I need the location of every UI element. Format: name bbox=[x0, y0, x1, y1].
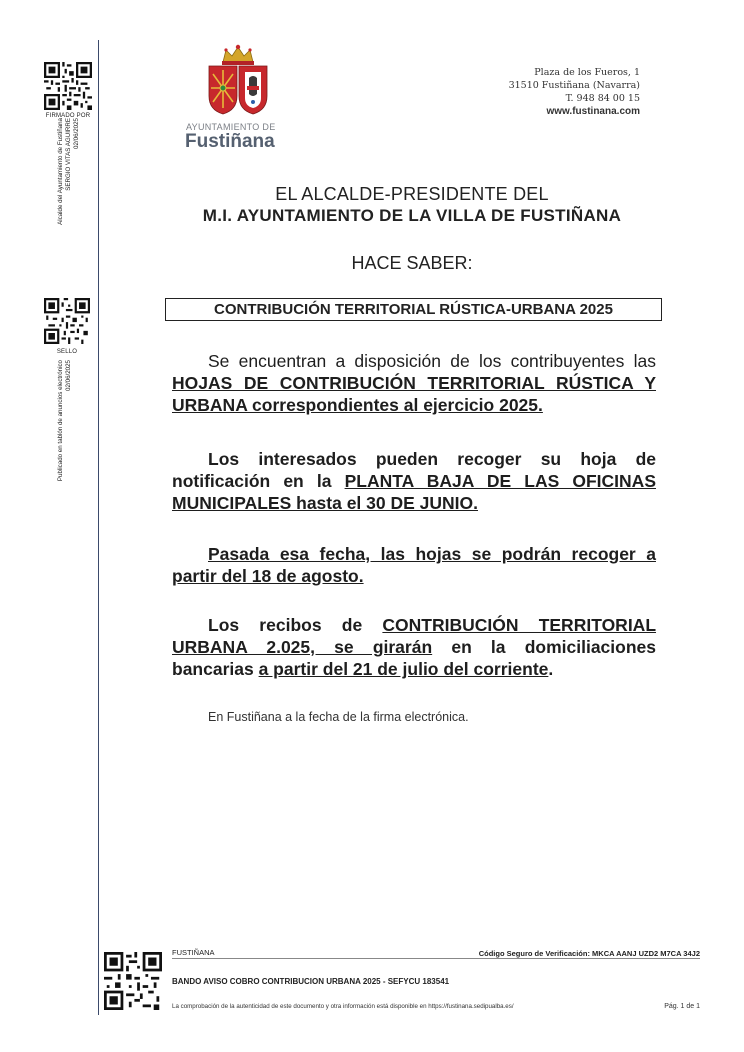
paragraph-pickup bbox=[172, 448, 656, 514]
p4-text-end: . bbox=[548, 659, 554, 679]
heading-council: M.I. AYUNTAMIENTO DE LA VILLA DE FUSTIÑANA bbox=[202, 206, 622, 225]
p4-emphasis-a: CONTRIBUCIÓN TERRITORIAL URBANA 2.025, se girarán bbox=[172, 615, 657, 657]
website-link[interactable]: www.fustinana.com bbox=[546, 106, 640, 117]
footer-entity: FUSTIÑANA bbox=[172, 948, 215, 957]
p2-text: Los interesados pueden recoger su hoja de notificación en la bbox=[172, 449, 656, 491]
phone-number: T. 948 84 00 15 bbox=[565, 93, 640, 104]
published-info: Publicado en tablón de anuncios electrónico 02/06/2025 bbox=[57, 360, 72, 482]
contact-block bbox=[509, 66, 640, 118]
p4-emphasis-b: a partir del 21 de julio del corriente bbox=[258, 659, 549, 679]
closing-line: En Fustiñana a la fecha de la firma electrónica. bbox=[208, 710, 469, 724]
footer-qr-code bbox=[104, 952, 162, 1010]
authenticity-note: La comprobación de la autenticidad de este documento y otra información está disponible en https://fustinana.sedipualba.es/ bbox=[172, 1003, 514, 1010]
p1-emphasis: HOJAS DE CONTRIBUCIÓN TERRITORIAL RÚSTICA Y URBANA correspondientes al ejercicio 2025. bbox=[172, 373, 656, 415]
address-street: Plaza de los Fueros, 1 bbox=[534, 67, 640, 78]
logo-subtitle: AYUNTAMIENTO DE bbox=[186, 122, 276, 132]
p1-text: Se encuentran a disposición de los contribuyentes las bbox=[208, 351, 656, 371]
signer-info: Alcalde del Ayuntamiento de Fustiñana SERGIO VITAS AGUIRRE 02/06/2025 bbox=[57, 118, 80, 225]
p2-emphasis: PLANTA BAJA DE LAS OFICINAS MUNICIPALES hasta el 30 DE JUNIO. bbox=[172, 471, 656, 513]
footer-divider bbox=[172, 958, 700, 959]
paragraph-availability bbox=[172, 350, 656, 416]
seal-label: SELLO bbox=[56, 349, 78, 355]
heading-mayor: EL ALCALDE-PRESIDENTE DEL bbox=[275, 184, 549, 204]
seal-qr-code bbox=[44, 298, 90, 344]
address-city: 31510 Fustiñana (Navarra) bbox=[508, 80, 640, 91]
signed-by-label: FIRMADO POR bbox=[45, 113, 91, 119]
document-title: BANDO AVISO COBRO CONTRIBUCION URBANA 2025 - SEFYCU 183541 bbox=[172, 977, 450, 986]
logo-title: Fustiñana bbox=[185, 131, 275, 152]
municipal-coat-of-arms bbox=[203, 44, 273, 125]
p4-text-a: Los recibos de bbox=[208, 615, 383, 635]
paragraph-after-date bbox=[172, 543, 656, 587]
paragraph-receipts bbox=[172, 614, 656, 680]
margin-divider bbox=[98, 40, 99, 1015]
signature-qr-code bbox=[44, 62, 92, 110]
page-number: Pág. 1 de 1 bbox=[664, 1003, 700, 1010]
heading-announce: HACE SABER: bbox=[351, 253, 473, 273]
p3-text: Pasada esa fecha, las hojas se podrán recoger a partir del 18 de agosto. bbox=[172, 544, 656, 586]
notice-subject-box: CONTRIBUCIÓN TERRITORIAL RÚSTICA-URBANA 2025 bbox=[165, 298, 662, 321]
verification-code: Código Seguro de Verificación: MKCA AANJ UZD2 M7CA 34J2 bbox=[478, 949, 700, 958]
p4-text-b: en la domiciliaciones bancarias bbox=[172, 637, 656, 679]
